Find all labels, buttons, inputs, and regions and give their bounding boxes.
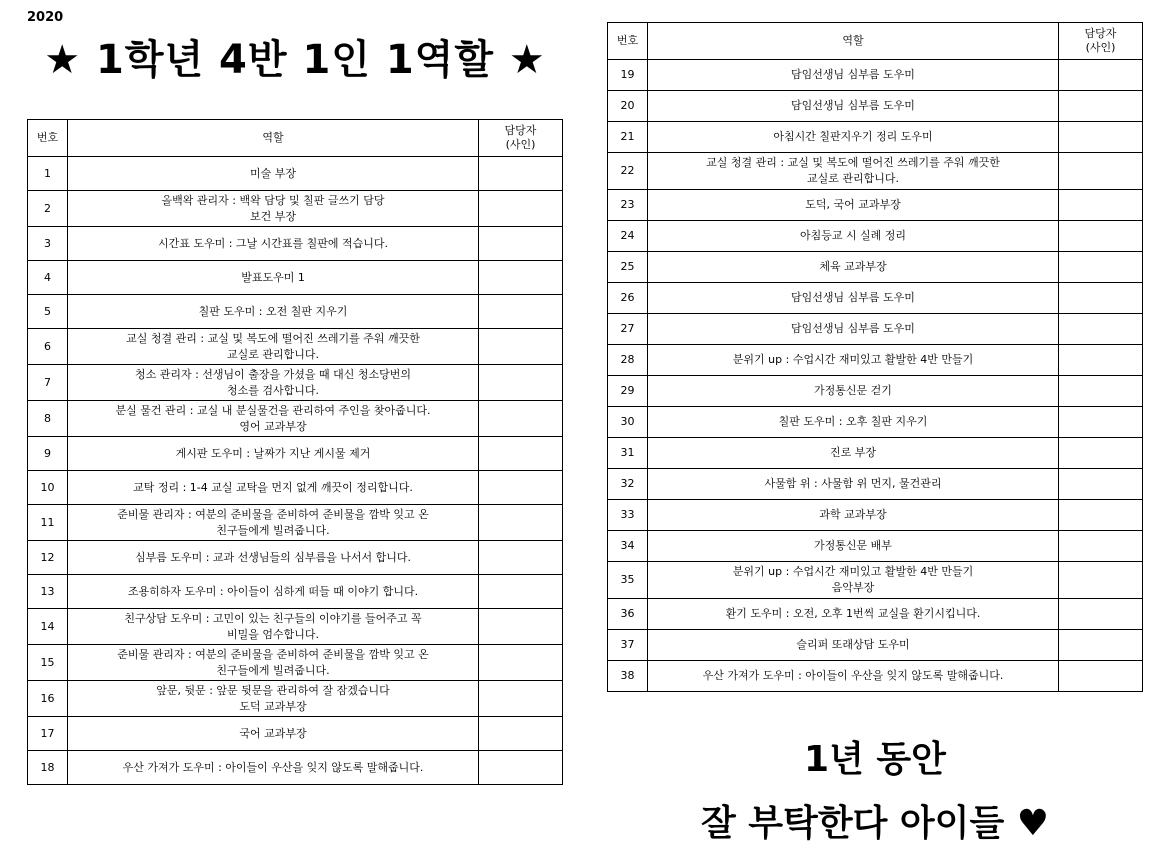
row-signature-cell[interactable]: [479, 191, 563, 227]
table-row: [28, 157, 563, 191]
row-role: 진로 부장: [648, 438, 1059, 469]
table-row: [608, 500, 1143, 531]
header-role: 역할: [68, 120, 479, 157]
roles-table-right-body: [608, 60, 1143, 692]
row-signature-cell[interactable]: [479, 295, 563, 329]
table-row: [608, 376, 1143, 407]
row-signature-cell[interactable]: [1059, 438, 1143, 469]
roles-table-left-body: [28, 157, 563, 785]
row-number: 15: [28, 645, 68, 681]
row-signature-cell[interactable]: [479, 471, 563, 505]
row-role: 준비물 관리자 : 여분의 준비물을 준비하여 준비물을 깜박 잊고 온 친구들에게 빌려줍니다.: [68, 645, 479, 681]
row-signature-cell[interactable]: [479, 575, 563, 609]
row-role: 분위기 up : 수업시간 재미있고 활발한 4반 만들기 음악부장: [648, 562, 1059, 599]
row-number: 8: [28, 401, 68, 437]
row-signature-cell[interactable]: [479, 227, 563, 261]
row-signature-cell[interactable]: [1059, 531, 1143, 562]
row-number: 37: [608, 630, 648, 661]
table-row: [608, 283, 1143, 314]
row-role: 교실 청결 관리 : 교실 및 복도에 떨어진 쓰레기를 주워 깨끗한 교실로 관리합니다.: [648, 153, 1059, 190]
row-signature-cell[interactable]: [1059, 283, 1143, 314]
row-number: 20: [608, 91, 648, 122]
row-signature-cell[interactable]: [479, 437, 563, 471]
table-row: [28, 751, 563, 785]
table-row: [28, 401, 563, 437]
row-role: 담임선생님 심부름 도우미: [648, 60, 1059, 91]
row-number: 3: [28, 227, 68, 261]
table-row: [28, 329, 563, 365]
row-signature-cell[interactable]: [1059, 60, 1143, 91]
table-row: [28, 191, 563, 227]
row-number: 21: [608, 122, 648, 153]
row-number: 18: [28, 751, 68, 785]
table-row: [608, 122, 1143, 153]
row-signature-cell[interactable]: [1059, 599, 1143, 630]
table-row: [608, 531, 1143, 562]
row-role: 교실 청결 관리 : 교실 및 복도에 떨어진 쓰레기를 주워 깨끗한 교실로 관리합니다.: [68, 329, 479, 365]
year-label: 2020: [27, 10, 64, 25]
table-row: [28, 541, 563, 575]
header-person-label: 담당자: [504, 124, 537, 137]
row-number: 2: [28, 191, 68, 227]
row-number: 24: [608, 221, 648, 252]
row-signature-cell[interactable]: [479, 401, 563, 437]
row-signature-cell[interactable]: [479, 541, 563, 575]
row-role: 담임선생님 심부름 도우미: [648, 91, 1059, 122]
row-signature-cell[interactable]: [1059, 376, 1143, 407]
row-number: 12: [28, 541, 68, 575]
header-sign-label: (사인): [1085, 41, 1116, 54]
table-row: [608, 599, 1143, 630]
row-role: 체육 교과부장: [648, 252, 1059, 283]
table-row: [28, 365, 563, 401]
row-number: 5: [28, 295, 68, 329]
header-person-label: 담당자: [1084, 27, 1117, 40]
header-number: 번호: [608, 23, 648, 60]
row-number: 22: [608, 153, 648, 190]
row-number: 29: [608, 376, 648, 407]
row-signature-cell[interactable]: [1059, 91, 1143, 122]
row-number: 31: [608, 438, 648, 469]
row-signature-cell[interactable]: [1059, 221, 1143, 252]
row-number: 28: [608, 345, 648, 376]
row-signature-cell[interactable]: [1059, 661, 1143, 692]
row-number: 30: [608, 407, 648, 438]
row-role: 아침등교 시 실례 정리: [648, 221, 1059, 252]
table-row: [608, 91, 1143, 122]
table-row: [28, 261, 563, 295]
row-role: 교탁 정리 : 1-4 교실 교탁을 먼지 없게 깨끗이 정리합니다.: [68, 471, 479, 505]
table-row: [608, 630, 1143, 661]
row-signature-cell[interactable]: [479, 365, 563, 401]
header-person: [479, 120, 563, 157]
table-row: [608, 252, 1143, 283]
header-person: [1059, 23, 1143, 60]
table-row: [608, 221, 1143, 252]
row-number: 9: [28, 437, 68, 471]
table-row: [608, 153, 1143, 190]
row-number: 38: [608, 661, 648, 692]
row-number: 23: [608, 190, 648, 221]
table-row: [28, 645, 563, 681]
table-row: [608, 190, 1143, 221]
row-number: 35: [608, 562, 648, 599]
table-row: [28, 575, 563, 609]
row-number: 14: [28, 609, 68, 645]
row-number: 10: [28, 471, 68, 505]
row-role: 가정통신문 배부: [648, 531, 1059, 562]
table-row: [608, 407, 1143, 438]
row-signature-cell[interactable]: [1059, 407, 1143, 438]
row-signature-cell[interactable]: [479, 329, 563, 365]
row-role: 칠판 도우미 : 오후 칠판 지우기: [648, 407, 1059, 438]
row-role: 우산 가져가 도우미 : 아이들이 우산을 잊지 않도록 말해줍니다.: [68, 751, 479, 785]
row-signature-cell[interactable]: [1059, 122, 1143, 153]
header-sign-label: (사인): [505, 138, 536, 151]
table-row: [28, 609, 563, 645]
row-role: 심부름 도우미 : 교과 선생님들의 심부름을 나서서 합니다.: [68, 541, 479, 575]
table-row: [608, 60, 1143, 91]
row-role: 사물함 위 : 사물함 위 먼지, 물건관리: [648, 469, 1059, 500]
row-signature-cell[interactable]: [479, 645, 563, 681]
table-row: [28, 681, 563, 717]
row-signature-cell[interactable]: [479, 751, 563, 785]
row-signature-cell[interactable]: [479, 157, 563, 191]
row-number: 6: [28, 329, 68, 365]
row-role: 올백왁 관리자 : 백왁 담당 및 칠판 글쓰기 담당 보건 부장: [68, 191, 479, 227]
row-number: 34: [608, 531, 648, 562]
header-role: 역할: [648, 23, 1059, 60]
row-role: 가정통신문 걷기: [648, 376, 1059, 407]
row-number: 27: [608, 314, 648, 345]
table-row: [608, 314, 1143, 345]
row-role: 조용히하자 도우미 : 아이들이 심하게 떠들 때 이야기 합니다.: [68, 575, 479, 609]
row-signature-cell[interactable]: [1059, 190, 1143, 221]
table-row: [28, 717, 563, 751]
row-role: 아침시간 칠판지우기 정리 도우미: [648, 122, 1059, 153]
row-signature-cell[interactable]: [1059, 314, 1143, 345]
table-row: [28, 505, 563, 541]
row-role: 앞문, 뒷문 : 앞문 뒷문을 관리하여 잘 잠겠습니다 도덕 교과부장: [68, 681, 479, 717]
table-row: [28, 471, 563, 505]
table-row: [28, 437, 563, 471]
row-signature-cell[interactable]: [479, 681, 563, 717]
row-number: 36: [608, 599, 648, 630]
row-signature-cell[interactable]: [479, 717, 563, 751]
row-role: 청소 관리자 : 선생님이 출장을 가셨을 때 대신 청소당번의 청소를 검사합니다.: [68, 365, 479, 401]
page-title: ★ 1학년 4반 1인 1역할 ★: [44, 37, 546, 83]
table-row: [608, 469, 1143, 500]
row-number: 11: [28, 505, 68, 541]
row-number: 1: [28, 157, 68, 191]
row-signature-cell[interactable]: [479, 505, 563, 541]
row-role: 우산 가져가 도우미 : 아이들이 우산을 잊지 않도록 말해줍니다.: [648, 661, 1059, 692]
row-number: 13: [28, 575, 68, 609]
closing-message: [610, 728, 1140, 856]
row-role: 과학 교과부장: [648, 500, 1059, 531]
row-number: 7: [28, 365, 68, 401]
roles-table-right: [607, 22, 1143, 692]
row-number: 19: [608, 60, 648, 91]
closing-line-1: 1년 동안: [804, 739, 946, 780]
closing-line-2: 잘 부탁한다 아이들 ♥: [700, 803, 1050, 844]
row-number: 26: [608, 283, 648, 314]
row-role: 슬리퍼 또래상담 도우미: [648, 630, 1059, 661]
row-role: 국어 교과부장: [68, 717, 479, 751]
row-role: 발표도우미 1: [68, 261, 479, 295]
row-role: 분위기 up : 수업시간 재미있고 활발한 4반 만들기: [648, 345, 1059, 376]
table-header-row: [28, 120, 563, 157]
table-header-row: [608, 23, 1143, 60]
table-row: [608, 345, 1143, 376]
row-signature-cell[interactable]: [1059, 562, 1143, 599]
row-number: 25: [608, 252, 648, 283]
row-role: 게시판 도우미 : 날짜가 지난 게시물 제거: [68, 437, 479, 471]
row-number: 33: [608, 500, 648, 531]
row-number: 32: [608, 469, 648, 500]
table-row: [608, 661, 1143, 692]
row-signature-cell[interactable]: [479, 261, 563, 295]
header-number: 번호: [28, 120, 68, 157]
row-role: 미술 부장: [68, 157, 479, 191]
row-signature-cell[interactable]: [479, 609, 563, 645]
row-signature-cell[interactable]: [1059, 252, 1143, 283]
row-role: 담임선생님 심부름 도우미: [648, 314, 1059, 345]
row-role: 환기 도우미 : 오전, 오후 1번씩 교실을 환기시킵니다.: [648, 599, 1059, 630]
row-signature-cell[interactable]: [1059, 500, 1143, 531]
roles-table-left: [27, 119, 563, 785]
row-role: 담임선생님 심부름 도우미: [648, 283, 1059, 314]
row-role: 도덕, 국어 교과부장: [648, 190, 1059, 221]
row-number: 17: [28, 717, 68, 751]
row-role: 칠판 도우미 : 오전 칠판 지우기: [68, 295, 479, 329]
row-signature-cell[interactable]: [1059, 630, 1143, 661]
table-row: [28, 227, 563, 261]
row-role: 시간표 도우미 : 그날 시간표를 칠판에 적습니다.: [68, 227, 479, 261]
row-role: 분실 물건 관리 : 교실 내 분실물건을 관리하여 주인을 찾아줍니다. 영어 교과부장: [68, 401, 479, 437]
row-signature-cell[interactable]: [1059, 153, 1143, 190]
table-row: [608, 438, 1143, 469]
row-signature-cell[interactable]: [1059, 469, 1143, 500]
row-role: 준비물 관리자 : 여분의 준비물을 준비하여 준비물을 깜박 잊고 온 친구들에게 빌려줍니다.: [68, 505, 479, 541]
table-row: [608, 562, 1143, 599]
row-role: 친구상담 도우미 : 고민이 있는 친구들의 이야기를 들어주고 꼭 비밀을 엄수합니다.: [68, 609, 479, 645]
row-signature-cell[interactable]: [1059, 345, 1143, 376]
row-number: 16: [28, 681, 68, 717]
row-number: 4: [28, 261, 68, 295]
table-row: [28, 295, 563, 329]
